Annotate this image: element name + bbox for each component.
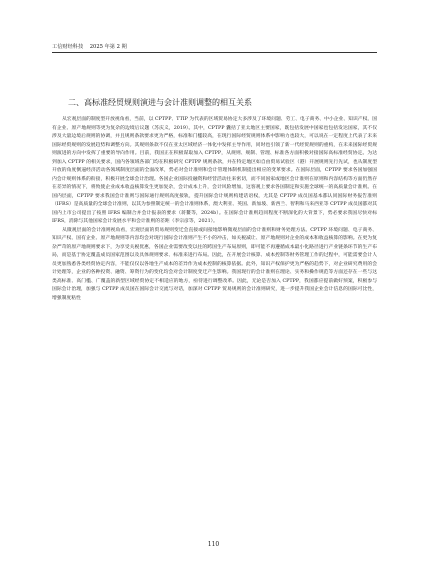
page-number: 110 bbox=[207, 541, 220, 548]
running-header bbox=[52, 44, 377, 51]
journal-name: 工信财经科技 bbox=[52, 44, 84, 50]
header-spacer bbox=[83, 44, 90, 50]
paragraph-2: 从微观层面的会计准则视角看，宏观层面的贸易规则变迁会直接或间接地影响微观层面的会计准则和财务处理方法。CPTPP 环境问题、电子商务、知识产权、国有企业、原产地规则等内容均会对现行国际会计准则产生不小的冲击，如关税减让、原产地规则对企业的成本和收益核算的影响。在更为复杂严苛的原产地规则要求下，为享受关税优惠，各国企业需要改变以往的跨国生产布局原则，即可能不再遵循成本最小化路径进行产业链条环节的生产布局，而是基于协定覆盖成员国家范围以及具体规则要求、标准来进行布局。因此，在开展会计核算、成本控制等财务管理工作的过程中，可能需要会计人员更加熟悉各类经贸协定内容，不能仅仅以各地生产成本的差异作为成本控制的核算依据。此外，知识产权保护更为严格的趋势下，对企业研究费用的会计处理等，企业的各种投资、融资、筹资行为的变化均会对会计制度变迁产生影响。我国现行的会计准则在理论、实务和操作规范等方面还存在一些与这类高标准、高门槛、广覆盖的新型区域经贸协定不相适应的地方，亟待进行调整改革。因此，无论是否加入 CPTPP，我国都应提前做好预案，积极参与国际会计治理，加强与 CPTPP 成员国在国际会计交流与对话，加深对 CPTPP 贸易规则的会计准则研究，进一步提升我国企业会计信息的国际可比性，增强制度粘性 bbox=[52, 227, 377, 301]
section-heading: 二、高标准经贸规则演进与会计准则调整的相互关系 bbox=[68, 98, 252, 107]
header-rule bbox=[52, 52, 377, 53]
body-text bbox=[52, 116, 377, 303]
paragraph-1: 从宏观层面的制度型开放视角看，当前，以 CPTPP、TTIP 为代表的区域贸易协定大多涉及了环境问题、劳工、电子商务、中小企业、知识产权、国有企业、原产地规则等更为复杂的边境后议题（苏庆义，2019）。其中，CPTPP 囊括了亚太地区主要国家，既包括发展中国家也包括发达国家，其不仅涉及大量边境后规则的协调，并且规则条款要求更为严格，标准和门槛较高，在现行国际经贸规则体系中影响力也较大，可以说在一定程度上代表了未来国际经贸规则的发展趋势和调整方向。其规则条款不仅在亚太区域经济一体化中发挥主导作用，同时也引领了新一代经贸规则的重构，在未来国际经贸规则演进的方向中发挥了重要的导向作用。目前，我国正在积极谋取加入 CPTPP，从规则、规制、管理、标准各方面积极对接国际高标准经贸协定。为达到加入 CPTPP 的相关要求，国内各领域各部门均在积极研究 CPTPP 规则条款，并在特定地区如自由贸易试验区（港）开展规则先行先试，也从制度型开放的角度倒逼经济活动各领域制度层面的全面改革，势必对会计准则和会计管理体制机制提出相应的变革要求。在国际层面，CPTPP 要求各国加强国内会计规则体系的衔接，积极开展全球会计治理。各国企业国际投融资和经营活动往来密切，而不同国家或地区会计准则在原则和内容结构等方面仍然存在差异的情况下，将致使企业成本收益核算发生更加复杂，会计成本上升，会计风险增加，这客观上要求各国制定和实施全球统一的高质量会计准则。在国内层面，CPTPP 要求我国会计准则与国际通行规则高度接轨，提升国际会计规则构建话语权，尤其是 CPTPP 成员国基本都认同国际财务报告准则（IFRS）是高质量的全球会计准则，以其为参照制定统一的会计准则体系，澳大利亚、英国、新加坡、新西兰、智利和马来西亚等 CPTPP 成员国都对其国内上市公司提出了按照 IFRS 编制合并会计报表的要求（蒋鳌等，2024b）。在国际会计准则趋同程度不断深化的大背景下，势必要求我国尽快对标 IFRS，消除与其他国家会计发展水平和会计准则的差距（李宗彦等，2021）。 bbox=[52, 117, 377, 224]
issue-number: 2025 年第 2 期 bbox=[89, 44, 127, 50]
